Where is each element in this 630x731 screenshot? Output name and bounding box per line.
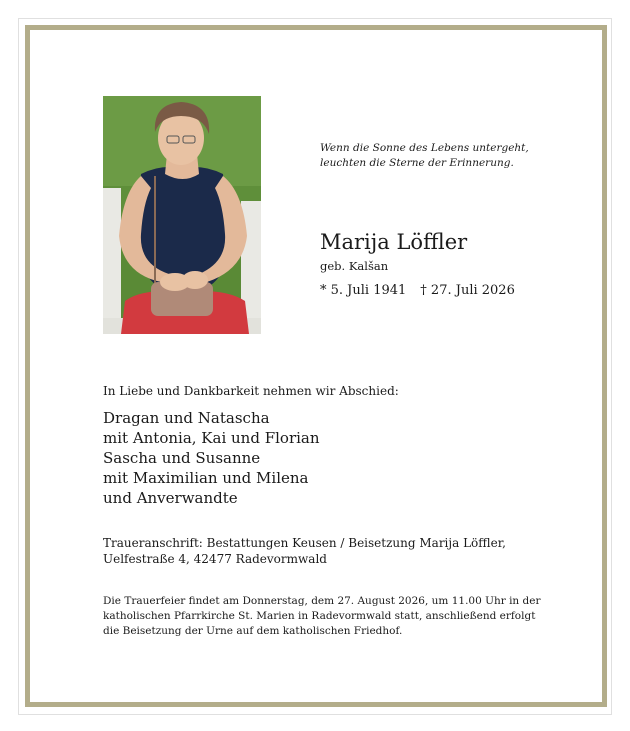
service-line-2: katholischen Pfarrkirche St. Marien in Radevormwald statt, anschließend erfolgt [103, 610, 536, 622]
service-line-1: Die Trauerfeier findet am Donnerstag, dem 27. August 2026, um 11.00 Uhr in der [103, 595, 541, 607]
address-line-1: Traueranschrift: Bestattungen Keusen / Beisetzung Marija Löffler, [103, 536, 506, 550]
mourning-address [103, 535, 506, 567]
memorial-quote [320, 141, 529, 171]
portrait-photo [103, 96, 261, 334]
mourner-line: Dragan und Natascha [103, 409, 270, 427]
service-line-3: die Beisetzung der Urne auf dem katholischen Friedhof. [103, 625, 403, 637]
deceased-name: Marija Löffler [320, 230, 468, 254]
mourner-line: mit Maximilian und Milena [103, 469, 309, 487]
mourner-line: und Anverwandte [103, 489, 238, 507]
farewell-text: In Liebe und Dankbarkeit nehmen wir Abschied: [103, 384, 399, 398]
quote-line-2: leuchten die Sterne der Erinnerung. [320, 157, 514, 169]
quote-line-1: Wenn die Sonne des Lebens untergeht, [320, 142, 529, 154]
mourners-list [103, 408, 320, 508]
death-date: † 27. Juli 2026 [420, 283, 515, 298]
address-line-2: Uelfestraße 4, 42477 Radevormwald [103, 552, 327, 566]
mourner-line: mit Antonia, Kai und Florian [103, 429, 320, 447]
birth-name: geb. Kalšan [320, 259, 389, 273]
mourner-line: Sascha und Susanne [103, 449, 261, 467]
life-dates [320, 283, 515, 298]
service-notice [103, 594, 541, 639]
birth-date: * 5. Juli 1941 [320, 283, 407, 298]
